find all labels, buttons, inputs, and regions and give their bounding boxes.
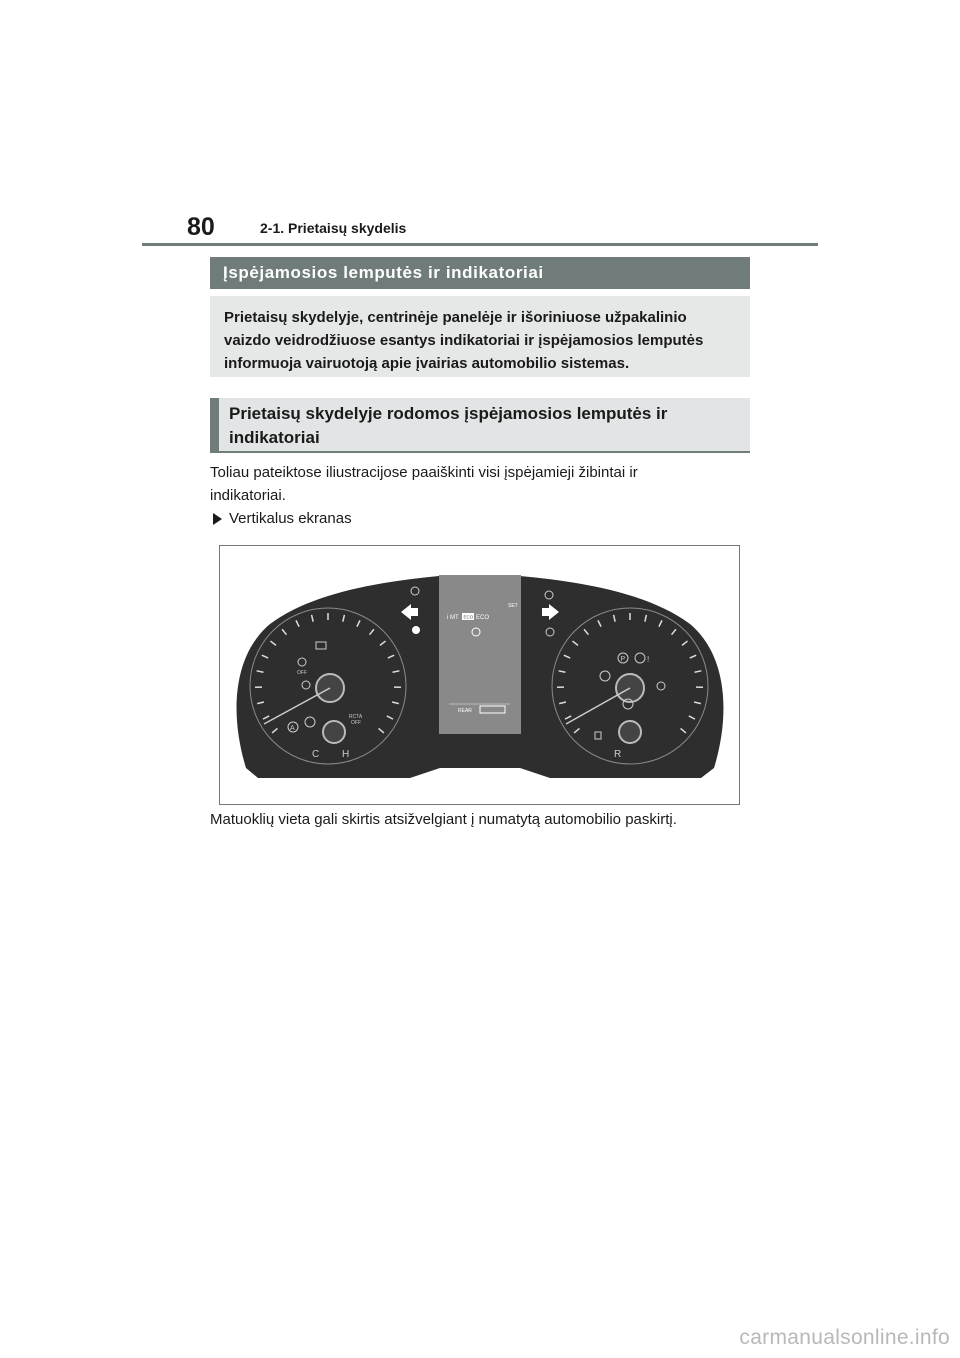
triangle-bullet-icon	[213, 513, 222, 525]
bullet-item	[213, 510, 352, 527]
speedometer-dial	[250, 608, 406, 764]
headlight-icon	[412, 626, 420, 634]
intro-line: informuoja vairuotoją apie įvairias automobilio sistemas.	[224, 355, 630, 372]
intro-box	[210, 296, 750, 377]
power-steering-mark: !	[647, 655, 650, 664]
page-number: 80	[187, 213, 215, 241]
header-rule	[142, 243, 818, 246]
set-label: SET	[508, 603, 518, 609]
body-line: indikatoriai.	[210, 487, 286, 504]
eco-badge-label: ECO	[463, 614, 474, 620]
body-paragraph	[210, 461, 750, 507]
subsection-title	[210, 398, 750, 453]
fuel-gauge-hub	[619, 721, 641, 743]
running-head: 2-1. Prietaisų skydelis	[260, 220, 407, 236]
instrument-cluster-illustration	[220, 546, 739, 804]
figure-caption: Matuoklių vieta gali skirtis atsižvelgiant į numatytą automobilio paskirtį.	[210, 811, 677, 828]
temperature-gauge-hub	[323, 721, 345, 743]
rcta-label: RCTA	[349, 714, 363, 720]
section-title: Įspėjamosios lemputės ir indikatoriai	[210, 257, 750, 289]
tachometer-dial	[552, 608, 708, 764]
gauge-hot-label: H	[342, 749, 350, 760]
watermark: carmanualsonline.info	[739, 1326, 950, 1349]
subsection-title-line: indikatoriai	[229, 428, 320, 447]
gauge-cold-label: C	[312, 749, 320, 760]
rcta-off-label: OFF	[351, 720, 361, 726]
subsection-title-line: Prietaisų skydelyje rodomos įspėjamosios lemputės ir	[229, 404, 668, 423]
body-line: Toliau pateiktose iliustracijose paaiškinti visi įspėjamieji žibintai ir	[210, 464, 638, 481]
off-label: OFF	[297, 670, 307, 676]
intro-line: vaizdo veidrodžiuose esantys indikatoriai ir įspėjamosios lemputės	[224, 332, 704, 349]
gauge-r-label: R	[614, 749, 622, 760]
rear-label: REAR	[458, 708, 472, 714]
parking-brake-letter: P	[620, 656, 626, 663]
imt-label: i MT	[447, 615, 459, 621]
bullet-text: Vertikalus ekranas	[229, 510, 352, 527]
intro-line: Prietaisų skydelyje, centrinėje panelėje ir išoriniuose užpakalinio	[224, 309, 687, 326]
eco-label: ECO	[476, 615, 490, 621]
auto-hold-letter: A	[290, 725, 295, 732]
multi-information-display	[439, 575, 521, 734]
instrument-cluster-figure	[219, 545, 740, 805]
